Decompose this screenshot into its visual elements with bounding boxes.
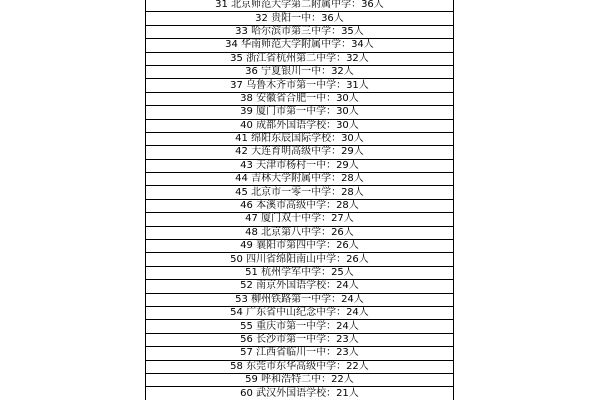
table-cell: 60 武汉外国语学校：21人 [146, 387, 454, 400]
table-row [146, 0, 454, 12]
table-row [146, 25, 454, 38]
table-cell: 53 柳州铁路第一中学：24人 [146, 293, 454, 306]
table-cell: 48 北京第八中学：26人 [146, 226, 454, 239]
table-cell: 55 重庆市第一中学：24人 [146, 320, 454, 333]
table-row [146, 159, 454, 172]
table-cell: 47 厦门双十中学：27人 [146, 213, 454, 226]
table-row [146, 240, 454, 253]
table-row [146, 347, 454, 360]
table-row [146, 320, 454, 333]
table-row [146, 333, 454, 346]
table-cell: 39 厦门市第一中学：30人 [146, 106, 454, 119]
table-cell: 37 乌鲁木齐市第一中学：31人 [146, 79, 454, 92]
table-cell: 59 呼和浩特二中：22人 [146, 373, 454, 386]
table-cell: 33 哈尔滨市第三中学：35人 [146, 25, 454, 38]
table-cell: 34 华南师范大学附属中学：34人 [146, 39, 454, 52]
table-row [146, 132, 454, 145]
table-cell: 45 北京市一零一中学：28人 [146, 186, 454, 199]
table-cell: 51 杭州学军中学：25人 [146, 266, 454, 279]
table-row [146, 373, 454, 386]
table-row [146, 266, 454, 279]
school-ranking-table [145, 0, 454, 400]
table-row [146, 387, 454, 400]
table-row [146, 106, 454, 119]
table-cell: 57 江西省临川一中：23人 [146, 347, 454, 360]
table-cell: 58 东莞市东华高级中学：22人 [146, 360, 454, 373]
table-row [146, 12, 454, 25]
table-cell: 32 贵阳一中：36人 [146, 12, 454, 25]
table-cell: 43 天津市杨村一中：29人 [146, 159, 454, 172]
table-row [146, 280, 454, 293]
table-row [146, 213, 454, 226]
table-cell: 42 大连育明高级中学：29人 [146, 146, 454, 159]
table-row [146, 39, 454, 52]
table-cell: 49 襄阳市第四中学：26人 [146, 240, 454, 253]
table-cell: 41 绵阳东辰国际学校：30人 [146, 132, 454, 145]
table-row [146, 226, 454, 239]
table-row [146, 199, 454, 212]
table-row [146, 52, 454, 65]
table-cell: 54 广东省中山纪念中学：24人 [146, 306, 454, 319]
table-row [146, 146, 454, 159]
table-row [146, 293, 454, 306]
table-cell: 44 吉林大学附属中学：28人 [146, 173, 454, 186]
table-row [146, 65, 454, 78]
table-row [146, 119, 454, 132]
table-cell: 31 北京师范大学第二附属中学：36人 [146, 0, 454, 12]
table-cell: 46 本溪市高级中学：28人 [146, 199, 454, 212]
table-cell: 38 安徽省合肥一中：30人 [146, 92, 454, 105]
table-cell: 56 长沙市第一中学：23人 [146, 333, 454, 346]
table-row [146, 360, 454, 373]
ranking-table-container [145, 0, 454, 400]
table-cell: 35 浙江省杭州第二中学：32人 [146, 52, 454, 65]
table-row [146, 92, 454, 105]
table-cell: 40 成都外国语学校：30人 [146, 119, 454, 132]
table-cell: 50 四川省绵阳南山中学：26人 [146, 253, 454, 266]
table-cell: 52 南京外国语学校：24人 [146, 280, 454, 293]
table-row [146, 186, 454, 199]
table-cell: 36 宁夏银川一中：32人 [146, 65, 454, 78]
table-row [146, 306, 454, 319]
table-row [146, 79, 454, 92]
table-row [146, 173, 454, 186]
table-row [146, 253, 454, 266]
